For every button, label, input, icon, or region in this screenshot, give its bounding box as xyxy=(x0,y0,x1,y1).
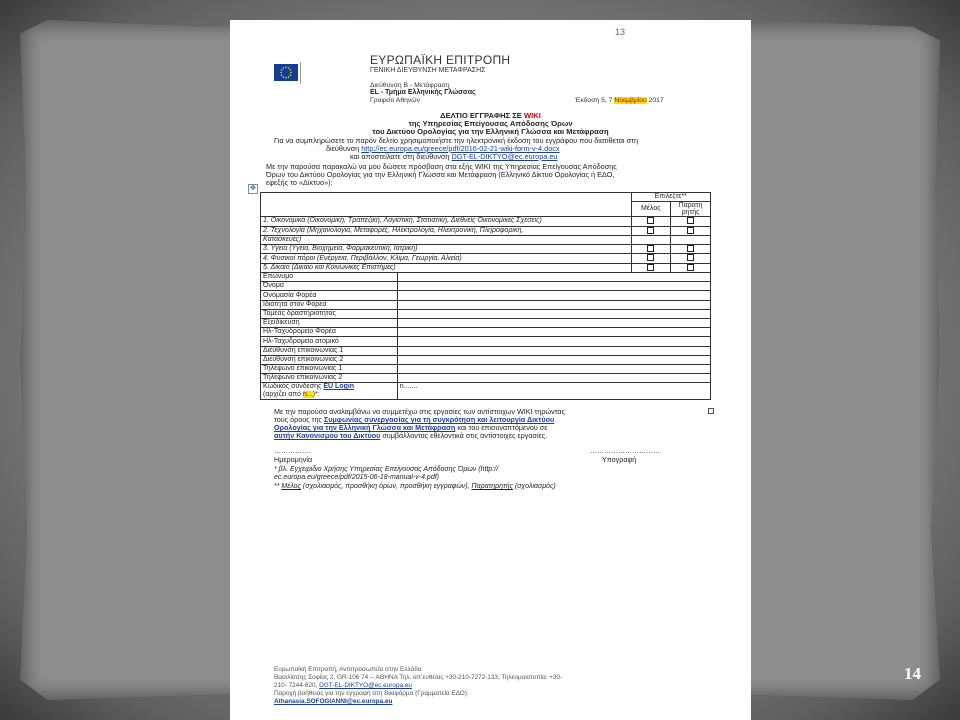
regulation-link[interactable]: αυτήν Κανονισμού του Δικτύου xyxy=(274,431,381,440)
agreement-link-cont[interactable]: Ορολογίας για την Ελληνική Γλώσσα και Μετάφραση xyxy=(274,423,456,432)
footnote-2-observer: Παρατηρητής xyxy=(471,483,513,490)
field-label: Εξειδίκευση xyxy=(261,319,398,328)
login-label-2-suffix: )*: xyxy=(312,391,320,399)
after-line-4 xyxy=(274,432,547,440)
field-label xyxy=(261,383,398,400)
field-label: Τηλέφωνο επικοινωνίας 1 xyxy=(261,364,398,373)
topic-label: Κατασκευές) xyxy=(261,235,632,244)
member-checkbox[interactable] xyxy=(647,245,654,252)
table-header-row xyxy=(261,193,711,202)
eu-flag-icon xyxy=(274,64,298,81)
sector-field[interactable] xyxy=(397,309,710,318)
member-checkbox[interactable] xyxy=(647,264,654,271)
observer-header-line-2: ρητής xyxy=(681,209,700,217)
footer-line-3-prefix: 210- 7244-620, xyxy=(274,682,318,689)
footnote-2-member: Μέλος xyxy=(281,483,301,490)
topic-label: 2. Τεχνολογία (Μηχανολογία, Μεταφορές, Ηλεκτρολογία, Ηλεκτρονική, Πληροφορική, xyxy=(261,226,632,235)
choose-header: Επιλέξτε** xyxy=(631,193,710,202)
registration-table xyxy=(260,192,711,400)
date-dots: ……………. xyxy=(274,448,311,455)
footer-email-link[interactable]: DGT-EL-DIKTYO@ec.europa.eu xyxy=(319,682,412,689)
topic-row-technology xyxy=(261,226,711,235)
footnote-2 xyxy=(274,483,556,491)
directorate: Διεύθυνση Β - Μετάφραση xyxy=(370,82,450,89)
field-row-name xyxy=(261,282,711,291)
topic-row-law xyxy=(261,263,711,272)
field-label: Τηλέφωνο επικοινωνίας 2 xyxy=(261,374,398,383)
footer-line-1: Ευρωπαϊκή Επιτροπή, Αντιπροσωπεία στην Ελλάδα xyxy=(274,666,422,673)
field-row-org-name xyxy=(261,291,711,300)
footnote-2-mid: (σχολιασμός, προσθήκη όρων, προσθήκη εγγραφών), xyxy=(302,483,470,490)
form-subtitle-1: της Υπηρεσίας Επείγουσας Απόδοσης Όρων xyxy=(408,119,573,128)
logo-divider xyxy=(300,62,301,84)
footer-line-4: Παροχή βοήθειας για την εγγραφή στη Βικιφάρμα (Γραμματεία ΕΔΟ): xyxy=(274,690,469,697)
personal-email-field[interactable] xyxy=(397,337,710,346)
field-row-phone-2 xyxy=(261,374,711,383)
intro-line-3-prefix: και αποστείλατε στη διεύθυνση xyxy=(350,152,450,161)
footnote-1-cont: ec.europa.eu/greece/pdf/2015-06-18-manual-v-4.pdf) xyxy=(274,474,439,481)
footer-line-5 xyxy=(274,698,392,705)
name-field[interactable] xyxy=(397,282,710,291)
document-page xyxy=(230,20,751,720)
topic-label: 1. Οικονομικά (Οικονομική, Τραπεζική, Λογιστική, Στατιστική, Διεθνείς Οικονομικές Σχέσεις) xyxy=(261,217,632,226)
field-row-phone-1 xyxy=(261,364,711,373)
field-label: Διεύθυνση επικοινωνίας 1 xyxy=(261,346,398,355)
topic-label: 4. Φυσικοί πόροι (Ενέργεια, Περιβάλλον, Κλίμα, Γεωργία, Αλιεία) xyxy=(261,254,632,263)
after-line-2-prefix: τους όρους της xyxy=(274,415,322,424)
edition xyxy=(575,97,664,104)
topic-row-health xyxy=(261,245,711,254)
field-label: Ονομασία Φορέα xyxy=(261,291,398,300)
after-line-1: Με την παρούσα αναλαμβάνω να συμμετέχω στις εργασίες των αντίστοιχων WIKI τηρώντας xyxy=(274,407,566,416)
agreement-link[interactable]: Συμφωνίας συνεργασίας για τη συγκρότηση και λειτουργία Δικτύου xyxy=(323,415,555,424)
login-field[interactable]: n....... xyxy=(397,383,710,400)
intro-line-6: εφεξής το «Δίκτυο»): xyxy=(266,178,333,187)
field-row-personal-email xyxy=(261,337,711,346)
footnote-2-suffix: (σχολιασμός) xyxy=(514,483,556,490)
slide-number: 14 xyxy=(904,664,921,683)
dg-title: ΓΕΝΙΚΗ ΔΙΕΥΘΥΝΣΗ ΜΕΤΑΦΡΑΣΗΣ xyxy=(370,67,486,74)
form-title-wiki: WIKI xyxy=(523,111,541,120)
observer-checkbox[interactable] xyxy=(687,245,694,252)
date-label: Ημερομηνία xyxy=(274,455,313,464)
intro-line-1: Για να συμπληρώσετε το παρόν δελτίο χρησιμοποιήστε την ηλεκτρονική έκδοση του εγγράφου που διατίθεται στη xyxy=(274,136,639,145)
intro-line-5: Όρων του Δικτύου Ορολογίας για την Ελληνική Γλώσσα και Μετάφραση (Ελληνικό Δίκτυο Ορολογίας ή ΕΔΟ, xyxy=(266,170,615,179)
field-label: Τομέας δραστηριότητας xyxy=(261,309,398,318)
login-label-2-highlight: n... xyxy=(303,391,313,399)
observer-checkbox[interactable] xyxy=(687,227,694,234)
support-email-link[interactable]: Athanasia.SOFOGIANNI@ec.europa.eu xyxy=(274,698,393,705)
form-download-link[interactable]: http://ec.europa.eu/greece/pdf/2016-02-21-wiki-form-v-4.docx xyxy=(361,144,560,153)
org-role-field[interactable] xyxy=(397,300,710,309)
phone-1-field[interactable] xyxy=(397,364,710,373)
specialization-field[interactable] xyxy=(397,319,710,328)
field-row-org-email xyxy=(261,328,711,337)
address-2-field[interactable] xyxy=(397,355,710,364)
login-label-prefix: Κωδικός σύνδεσης xyxy=(263,383,322,391)
after-line-3-suffix: και του επισυναπτόμενου σε xyxy=(457,423,548,432)
topic-row-economics xyxy=(261,217,711,226)
field-row-sector xyxy=(261,309,711,318)
field-label: Ιδιότητα στον Φορέα xyxy=(261,300,398,309)
observer-checkbox[interactable] xyxy=(687,264,694,271)
member-checkbox[interactable] xyxy=(647,217,654,224)
topic-row-technology-cont xyxy=(261,235,711,244)
intro-line-2-prefix: διεύθυνση xyxy=(326,144,360,153)
edition-prefix: Έκδοση 5, 7 xyxy=(575,97,613,104)
field-label: Επώνυμο xyxy=(261,273,398,282)
surname-field[interactable] xyxy=(397,273,710,282)
field-row-login xyxy=(261,383,711,400)
office: Γραφείο Αθηνών xyxy=(370,97,420,104)
field-row-specialization xyxy=(261,319,711,328)
table-subheader-row xyxy=(261,202,711,217)
topic-label: 3. Υγεία (Υγεία, Βιοχημεία, Φαρμακευτική, Ιατρική) xyxy=(261,245,632,254)
form-title-prefix: ΔΕΛΤΙΟ ΕΓΓΡΑΦΗΣ ΣΕ xyxy=(440,111,522,120)
field-label: Όνομα xyxy=(261,282,398,291)
member-header: Μέλος xyxy=(631,202,671,217)
field-label: Ηλ-Ταχυδρομείο Φορέα xyxy=(261,328,398,337)
login-label-2-prefix: (αρχίζει από xyxy=(263,391,302,399)
unit: EL - Τμήμα Ελληνικής Γλώσσας xyxy=(370,89,476,96)
after-line-4-suffix: συμβάλλοντας εθελοντικά στις αντίστοιχες εργασίες. xyxy=(382,431,548,440)
org-email-field[interactable] xyxy=(397,328,710,337)
member-checkbox[interactable] xyxy=(647,254,654,261)
topic-label: 5. Δίκαιο (Δίκαιο και Κοινωνικές Επιστήμες) xyxy=(261,263,632,272)
observer-checkbox[interactable] xyxy=(687,217,694,224)
field-row-org-role xyxy=(261,300,711,309)
field-label: Διεύθυνση επικοινωνίας 2 xyxy=(261,355,398,364)
edition-month: Νοεμβρίου xyxy=(614,97,647,104)
observer-header-line-1: Παρατη xyxy=(678,202,703,210)
observer-checkbox[interactable] xyxy=(687,254,694,261)
edition-year: 2017 xyxy=(648,97,664,104)
footer-line-2: Βασιλίσσης Σοφίας 2, GR-106 74 – ΑΘΗΝΑ Τηλ. απ’ευθείας +30-210-7272-133, Τηλεομοιοτυπία: +30- xyxy=(274,674,563,681)
org-name-field[interactable] xyxy=(397,291,710,300)
org-title: ΕΥΡΩΠΑΪΚΗ ΕΠΙΤΡΟΠΗ xyxy=(370,53,511,67)
submit-email-link[interactable]: DGT-EL-DIKTYO@ec.europa.eu xyxy=(451,152,558,161)
eu-login-link[interactable]: EU Login xyxy=(323,383,355,391)
observer-header xyxy=(671,202,711,217)
form-subtitle-2: του Δικτύου Ορολογίας για την Ελληνική Γλώσσα και Μετάφραση xyxy=(372,127,609,136)
field-row-address-2 xyxy=(261,355,711,364)
signature-dots: ………………………… xyxy=(590,448,660,455)
footnote-1: * βλ. Εγχειρίδιο Χρήσης Υπηρεσίας Επείγουσας Απόδοσης Όρων (http:// xyxy=(274,466,499,473)
signature-label: Υπογραφή xyxy=(602,455,637,464)
table-move-handle-icon[interactable]: ✥ xyxy=(248,184,258,194)
member-checkbox[interactable] xyxy=(647,227,654,234)
field-row-surname xyxy=(261,273,711,282)
table-resize-handle[interactable] xyxy=(708,408,714,414)
intro-line-4: Με την παρούσα παρακαλώ να μου δώσετε πρόσβαση στα εξής WIKI της Υπηρεσίας Επείγουσας Απόδοσης xyxy=(266,162,617,171)
page-number: 13 xyxy=(615,27,626,37)
topic-row-natural-resources xyxy=(261,254,711,263)
footnote-2-prefix: ** xyxy=(274,483,280,490)
field-row-address-1 xyxy=(261,346,711,355)
field-label: Ηλ-Ταχυδρομείο ατομικό xyxy=(261,337,398,346)
address-1-field[interactable] xyxy=(397,346,710,355)
footer-line-3 xyxy=(274,682,412,689)
phone-2-field[interactable] xyxy=(397,374,710,383)
intro-line-3 xyxy=(350,153,557,161)
